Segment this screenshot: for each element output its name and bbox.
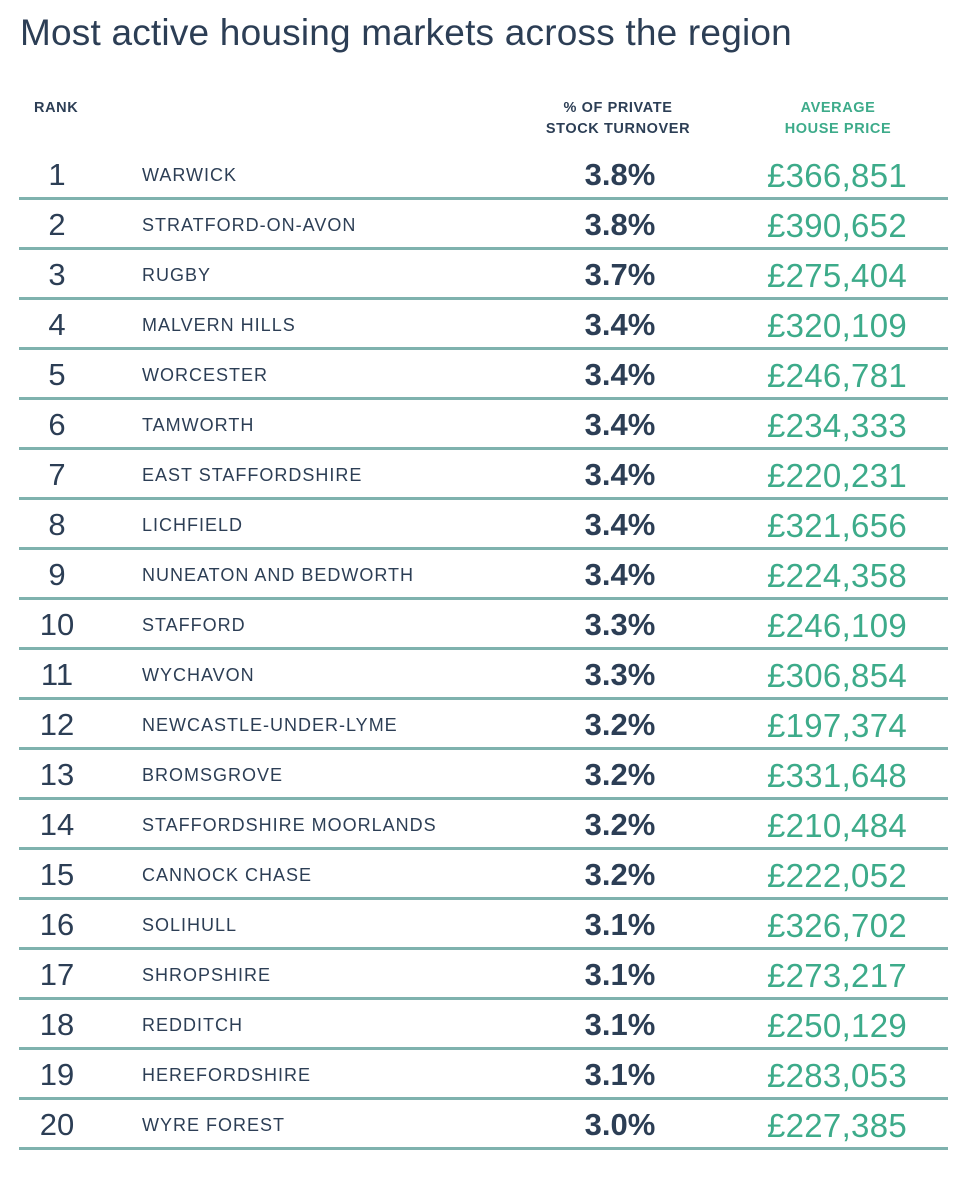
table-row — [0, 350, 974, 400]
place-cell: BROMSGROVE — [142, 765, 284, 785]
turnover-cell: 3.1% — [584, 1007, 656, 1042]
price-cell: £250,129 — [766, 1007, 908, 1044]
price-cell: £227,385 — [766, 1107, 908, 1144]
column-header-rank: RANK — [34, 100, 79, 116]
place-cell: CANNOCK CHASE — [142, 865, 313, 885]
turnover-cell: 3.1% — [584, 907, 656, 942]
rank-cell: 3 — [48, 257, 66, 292]
price-cell: £320,109 — [766, 307, 908, 344]
column-header-price-line2: HOUSE PRICE — [784, 121, 892, 137]
price-cell: £222,052 — [766, 857, 908, 894]
table-row — [0, 500, 974, 550]
place-cell: STAFFORDSHIRE MOORLANDS — [142, 815, 437, 835]
price-cell: £275,404 — [766, 257, 908, 294]
price-cell: £197,374 — [766, 707, 908, 744]
rank-cell: 18 — [39, 1007, 75, 1042]
place-cell: RUGBY — [142, 265, 212, 285]
turnover-cell: 3.4% — [584, 557, 656, 592]
turnover-cell: 3.2% — [584, 707, 656, 742]
rank-cell: 10 — [39, 607, 75, 642]
table-row — [0, 1050, 974, 1100]
page-title: Most active housing markets across the region — [20, 12, 792, 53]
table-row — [0, 250, 974, 300]
price-cell: £390,652 — [766, 207, 908, 244]
rank-cell: 13 — [39, 757, 75, 792]
place-cell: TAMWORTH — [142, 415, 255, 435]
price-cell: £306,854 — [766, 657, 908, 694]
turnover-cell: 3.1% — [584, 957, 656, 992]
rankings-table — [0, 150, 974, 1150]
rank-cell: 15 — [39, 857, 75, 892]
table-row — [0, 150, 974, 200]
price-cell: £283,053 — [766, 1057, 908, 1094]
column-header-turnover-line2: STOCK TURNOVER — [545, 121, 691, 137]
table-row — [0, 800, 974, 850]
rank-cell: 14 — [39, 807, 75, 842]
price-cell: £234,333 — [766, 407, 908, 444]
table-row — [0, 600, 974, 650]
table-row — [0, 700, 974, 750]
place-cell: NEWCASTLE-UNDER-LYME — [142, 715, 398, 735]
table-row — [0, 950, 974, 1000]
turnover-cell: 3.8% — [584, 207, 656, 242]
place-cell: STRATFORD-ON-AVON — [142, 215, 357, 235]
place-cell: WYRE FOREST — [142, 1115, 286, 1135]
price-cell: £331,648 — [766, 757, 908, 794]
place-cell: SOLIHULL — [142, 915, 238, 935]
rank-cell: 8 — [48, 507, 66, 542]
place-cell: NUNEATON AND BEDWORTH — [142, 565, 415, 585]
column-header-turnover — [518, 98, 718, 140]
turnover-cell: 3.3% — [584, 607, 656, 642]
rank-cell: 7 — [48, 457, 66, 492]
rank-cell: 5 — [48, 357, 66, 392]
turnover-cell: 3.4% — [584, 357, 656, 392]
price-cell: £273,217 — [766, 957, 908, 994]
table-row — [0, 200, 974, 250]
turnover-cell: 3.0% — [584, 1107, 656, 1142]
rank-cell: 20 — [39, 1107, 75, 1142]
table-row — [0, 750, 974, 800]
place-cell: MALVERN HILLS — [142, 315, 296, 335]
column-header-price-line1: AVERAGE — [800, 100, 876, 116]
table-row — [0, 300, 974, 350]
price-cell: £321,656 — [766, 507, 908, 544]
place-cell: WYCHAVON — [142, 665, 255, 685]
table-row — [0, 1100, 974, 1150]
place-cell: STAFFORD — [142, 615, 246, 635]
turnover-cell: 3.2% — [584, 757, 656, 792]
table-row — [0, 550, 974, 600]
price-cell: £366,851 — [766, 157, 908, 194]
rank-cell: 16 — [39, 907, 75, 942]
rank-cell: 2 — [48, 207, 66, 242]
turnover-cell: 3.8% — [584, 157, 656, 192]
place-cell: HEREFORDSHIRE — [142, 1065, 312, 1085]
table-row — [0, 650, 974, 700]
row-divider — [19, 1147, 948, 1150]
rank-cell: 1 — [48, 157, 66, 192]
price-cell: £246,109 — [766, 607, 908, 644]
place-cell: LICHFIELD — [142, 515, 244, 535]
place-cell: WORCESTER — [142, 365, 268, 385]
rank-cell: 17 — [39, 957, 75, 992]
place-cell: EAST STAFFORDSHIRE — [142, 465, 363, 485]
table-row — [0, 400, 974, 450]
place-cell: REDDITCH — [142, 1015, 243, 1035]
turnover-cell: 3.2% — [584, 857, 656, 892]
turnover-cell: 3.4% — [584, 307, 656, 342]
column-header-price — [738, 98, 938, 140]
rank-cell: 4 — [48, 307, 66, 342]
place-cell: WARWICK — [142, 165, 237, 185]
rank-cell: 11 — [40, 657, 74, 692]
turnover-cell: 3.4% — [584, 407, 656, 442]
turnover-cell: 3.7% — [584, 257, 656, 292]
table-row — [0, 900, 974, 950]
rank-cell: 6 — [48, 407, 66, 442]
turnover-cell: 3.1% — [584, 1057, 656, 1092]
column-header-turnover-line1: % OF PRIVATE — [563, 100, 673, 116]
turnover-cell: 3.2% — [584, 807, 656, 842]
price-cell: £220,231 — [766, 457, 908, 494]
price-cell: £326,702 — [766, 907, 908, 944]
price-cell: £246,781 — [766, 357, 908, 394]
turnover-cell: 3.3% — [584, 657, 656, 692]
table-row — [0, 450, 974, 500]
rank-cell: 9 — [48, 557, 66, 592]
place-cell: SHROPSHIRE — [142, 965, 272, 985]
table-row — [0, 850, 974, 900]
price-cell: £224,358 — [766, 557, 908, 594]
price-cell: £210,484 — [766, 807, 908, 844]
turnover-cell: 3.4% — [584, 457, 656, 492]
rank-cell: 19 — [39, 1057, 75, 1092]
table-row — [0, 1000, 974, 1050]
turnover-cell: 3.4% — [584, 507, 656, 542]
rank-cell: 12 — [39, 707, 75, 742]
